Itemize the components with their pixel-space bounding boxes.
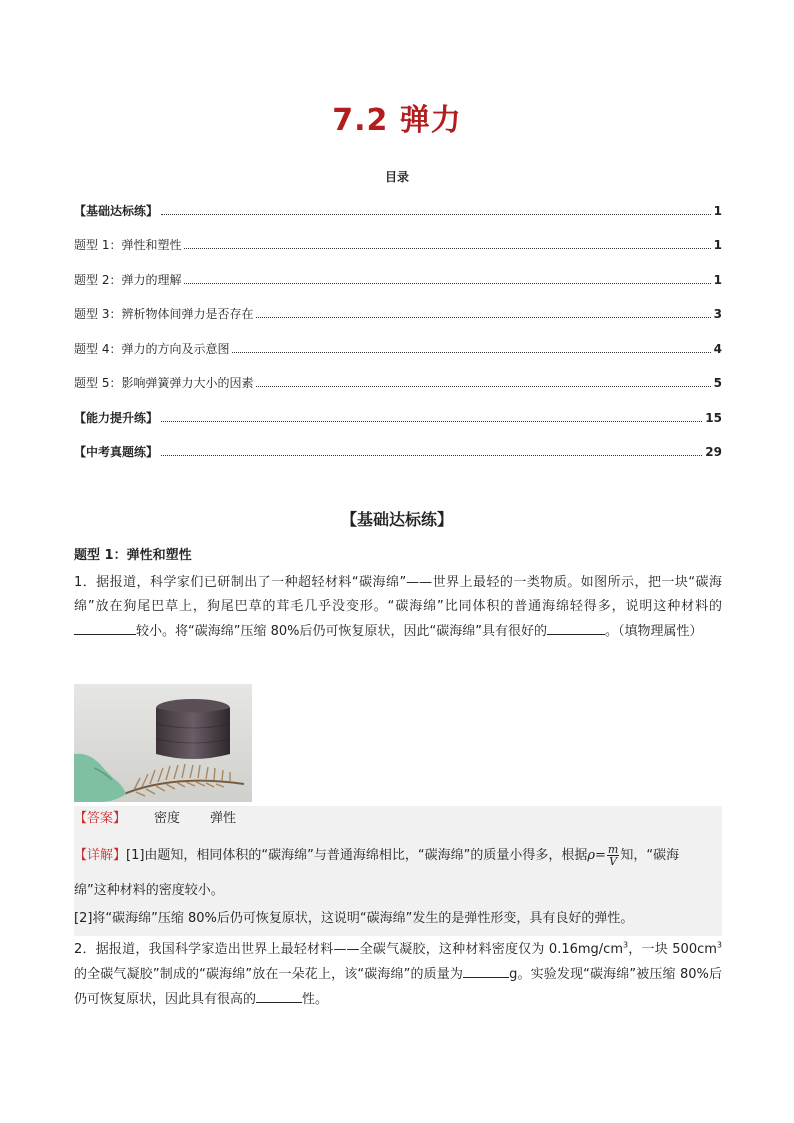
toc-entry-label: 题型 2：弹力的理解 <box>74 272 182 287</box>
toc-entry-page: 5 <box>713 376 722 390</box>
toc-entry[interactable] <box>74 255 722 290</box>
section-heading: 【基础达标练】 <box>340 510 453 529</box>
toc-leader-dots <box>232 351 710 353</box>
toc-entry[interactable] <box>74 290 722 325</box>
question-2-text: 的全碳气凝胶”制成的“碳海绵”放在一朵花上，该“碳海绵”的质量为 <box>74 967 464 982</box>
question-2-text: 2．据报道，我国科学家造出世界上最轻材料——全碳气凝胶，这种材料密度仅为 0.16mg/cm <box>74 942 623 957</box>
toc-entry-page: 29 <box>705 445 722 459</box>
toc-entry-page: 1 <box>713 238 722 252</box>
toc-entry[interactable] <box>74 359 722 394</box>
page-title: 7.2 弹力 <box>332 103 462 138</box>
superscript: 3 <box>716 940 722 950</box>
formula-denominator: V <box>609 855 618 868</box>
toc-entry-page: 3 <box>713 307 722 321</box>
formula-numerator: m <box>607 843 619 856</box>
toc-entry-label: 【中考真题练】 <box>74 445 159 459</box>
toc-leader-dots <box>161 213 711 215</box>
toc-leader-dots <box>184 282 710 284</box>
answer-blank[interactable] <box>547 619 605 635</box>
toc-leader-dots <box>184 247 710 249</box>
question-2-text: g。实验发现“碳海绵”被压缩 80%后仍可恢复原状，因此具有很高的 <box>74 967 722 1007</box>
question-2 <box>74 938 722 1012</box>
toc-entry-label: 题型 4：弹力的方向及示意图 <box>74 341 230 356</box>
table-of-contents <box>74 186 722 462</box>
question-1-text: 较小。将“碳海绵”压缩 80%后仍可恢复原状，因此“碳海绵”具有很好的 <box>136 624 547 639</box>
question-1-text: 1．据报道，科学家们已研制出了一种超轻材料“碳海绵”——世界上最轻的一类物质。如图所示，把一块“碳海绵”放在狗尾巴草上，狗尾巴草的茸毛几乎没变形。“碳海绵”比同体积的普通海绵轻得多，说明这种材料的 <box>74 575 722 614</box>
answer-blank[interactable] <box>74 619 136 635</box>
toc-leader-dots <box>256 316 710 318</box>
toc-entry-label: 【基础达标练】 <box>74 203 159 218</box>
superscript: 3 <box>623 940 629 950</box>
answer-label: 【答案】 <box>74 811 127 826</box>
answer-line <box>74 808 236 830</box>
toc-leader-dots <box>256 385 710 387</box>
detail-line-3: [2]将“碳海绵”压缩 80%后仍可恢复原状，这说明“碳海绵”发生的是弹性形变，具有良好的弹性。 <box>74 911 634 926</box>
toc-entry[interactable] <box>74 324 722 359</box>
question-2-text: 性。 <box>302 992 329 1007</box>
question-1 <box>74 571 722 644</box>
question-1-text: 。（填物理属性） <box>604 624 703 639</box>
answer-blank[interactable] <box>463 962 509 978</box>
toc-entry-page: 1 <box>713 203 722 218</box>
toc-entry-label: 题型 3：辨析物体间弹力是否存在 <box>74 307 254 321</box>
toc-entry-label: 题型 5：影响弹簧弹力大小的因素 <box>74 376 254 390</box>
answer-value: 弹性 <box>210 811 237 826</box>
detail-line-1 <box>74 844 679 867</box>
question-2-text: ，一块 500cm <box>628 942 717 957</box>
detail-line-2: 绵”这种材料的密度较小。 <box>74 883 224 898</box>
detail-label: 【详解】 <box>74 848 127 863</box>
detail-text: [1]由题知，相同体积的“碳海绵”与普通海绵相比，“碳海绵”的质量小得多，根据 <box>126 848 588 863</box>
toc-entry[interactable] <box>74 186 722 221</box>
detail-text: 知，“碳海 <box>620 848 680 863</box>
toc-entry-page: 1 <box>713 272 722 287</box>
toc-leader-dots <box>161 420 702 422</box>
toc-heading: 目录 <box>384 170 409 184</box>
density-formula <box>607 844 619 867</box>
toc-entry-label: 题型 1：弹性和塑性 <box>74 238 182 252</box>
toc-entry-page: 15 <box>705 410 722 425</box>
density-symbol: ρ= <box>587 848 606 863</box>
toc-leader-dots <box>161 454 702 456</box>
answer-value: 密度 <box>154 811 181 826</box>
toc-entry-label: 【能力提升练】 <box>74 410 159 425</box>
toc-entry[interactable] <box>74 393 722 428</box>
carbon-sponge-photo <box>74 684 252 802</box>
answer-blank[interactable] <box>256 987 302 1003</box>
question-type-heading: 题型 1：弹性和塑性 <box>74 548 192 563</box>
toc-entry-page: 4 <box>713 341 722 356</box>
toc-entry[interactable] <box>74 221 722 256</box>
toc-entry[interactable] <box>74 428 722 463</box>
